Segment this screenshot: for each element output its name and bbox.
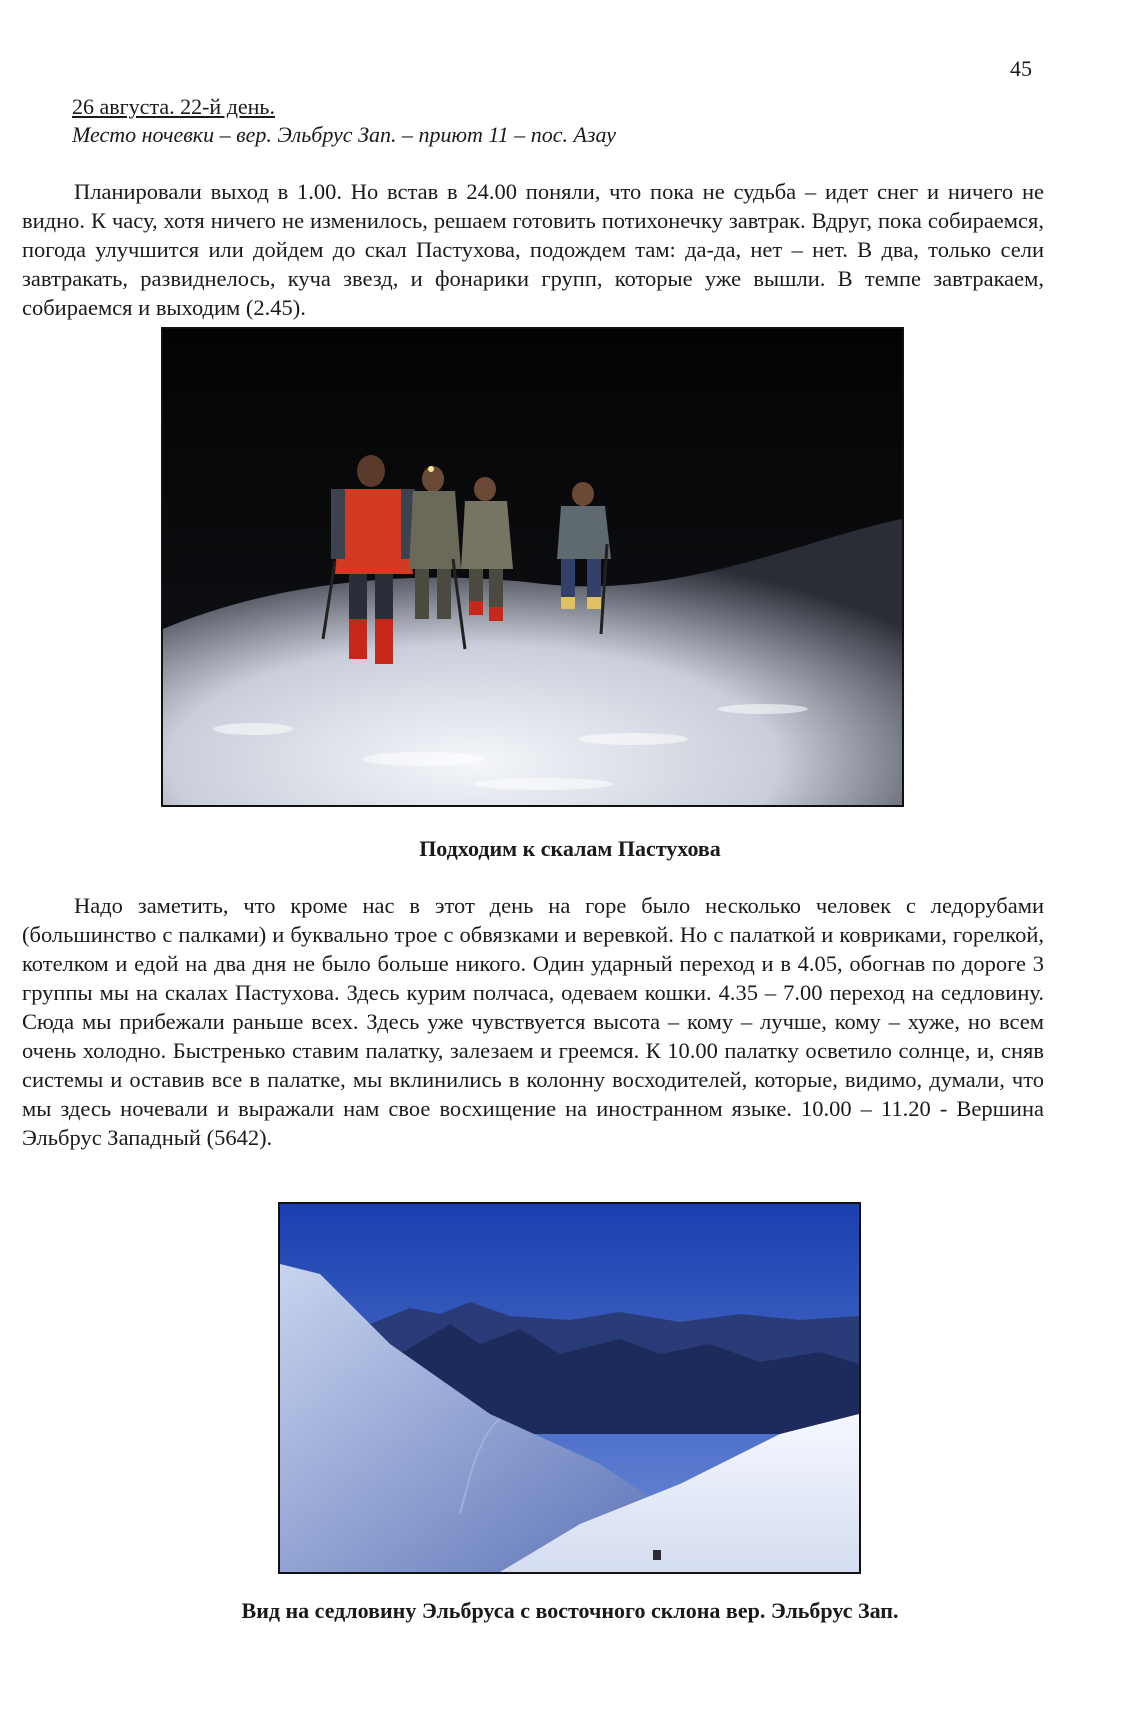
photo2-caption: Вид на седловину Эльбруса с восточного склона вер. Эльбрус Зап. (241, 1598, 899, 1623)
paragraph-1: Планировали выход в 1.00. Но встав в 24.00 поняли, что пока не судьба – идет снег и ничего не видно. К часу, хотя ничего не изменилось, решаем готовить потихонечку завтрак. Вдруг, пока собираемся, погода улучшится или дойдем до скал Пастухова, подождем там: да-да, нет – нет. В два, только сели завтракать, развиднелось, куча звезд, и фонарики групп, которые уже вышли. В темпе завтракаем, собираемся и выходим (2.45). (22, 179, 1044, 320)
date-heading: 26 августа. 22-й день. (72, 94, 275, 119)
paragraph-2: Надо заметить, что кроме нас в этот день на горе было несколько человек с ледорубами (большинство с палками) и буквально трое с обвязками и веревкой. Но с палаткой и ковриками, горелкой, котелком и едой на два дня не было больше никого. Один ударный переход и в 4.05, обогнав по дороге 3 группы мы на скалах Пастухова. Здесь курим полчаса, одеваем кошки. 4.35 – 7.00 переход на седловину. Сюда мы прибежали раньше всех. Здесь уже чувствуется высота – кому – лучше, кому – хуже, но всем очень холодно. Быстренько ставим палатку, залезаем и греемся. К 10.00 палатку осветило солнце, и, сняв системы и оставив все в палатке, мы вклинились в колонну восходителей, которые, видимо, думали, что мы здесь ночевали и выражали нам свое восхищение на иностранном языке. 10.00 – 11.20 - Вершина Эльбрус Западный (5642). (22, 893, 1044, 1150)
photo1-caption: Подходим к скалам Пастухова (419, 836, 721, 861)
route-line: Место ночевки – вер. Эльбрус Зап. – приют 11 – пос. Азау (72, 122, 616, 147)
saddle-view-photo (278, 1202, 861, 1574)
night-climbers-photo (161, 327, 904, 807)
saddle-view-illustration (280, 1204, 859, 1572)
night-climbers-illustration (163, 329, 902, 805)
page-number: 45 (1010, 56, 1032, 81)
